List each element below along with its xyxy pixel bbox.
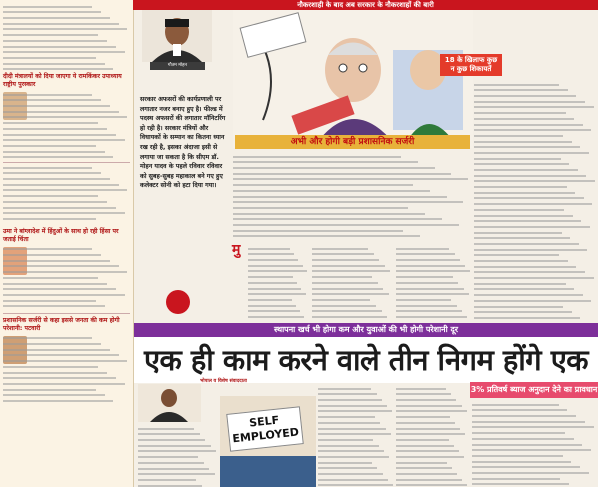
text-line (233, 167, 435, 169)
text-line (138, 479, 196, 481)
text-line (312, 299, 370, 301)
text-line (3, 28, 127, 30)
text-line (312, 293, 389, 295)
text-line (233, 207, 408, 209)
text-line (3, 40, 107, 42)
text-line (3, 34, 98, 36)
text-line (3, 389, 96, 391)
cartoon-illustration (233, 10, 473, 148)
text-line (396, 416, 450, 418)
text-line (474, 249, 587, 251)
text-line (396, 399, 456, 401)
text-line (474, 215, 573, 217)
body-column-1 (248, 244, 308, 322)
text-line (233, 213, 425, 215)
text-line (3, 283, 107, 285)
text-line (233, 201, 463, 203)
headline: एक ही काम करने वाले तीन निगम होंगे एक (134, 337, 598, 383)
text-line (396, 288, 464, 290)
left-news-column (0, 0, 134, 487)
text-line (474, 306, 563, 308)
text-line (3, 400, 113, 402)
text-line (138, 456, 198, 458)
lower-column-2 (318, 384, 394, 487)
intro-text (233, 152, 473, 240)
text-line (396, 422, 455, 424)
text-line (318, 445, 379, 447)
sidebar-head-3: प्रशासनिक सर्जरी से कहा इससे जनता की कम होगी परेशानी: पटवारी (3, 316, 120, 332)
text-line (3, 288, 116, 290)
portrait-caption: गौतम मोहन (150, 62, 205, 70)
text-line (3, 122, 98, 124)
text-line (312, 316, 387, 318)
text-line (3, 354, 119, 356)
text-line (3, 366, 98, 368)
text-line (472, 404, 559, 406)
text-line (312, 310, 382, 312)
text-line (474, 135, 563, 137)
text-line (396, 467, 452, 469)
text-line (312, 259, 379, 261)
text-line (396, 456, 464, 458)
text-line (396, 248, 449, 250)
text-line (3, 254, 101, 256)
text-line (233, 224, 459, 226)
text-line (3, 277, 98, 279)
right-text-column (474, 80, 596, 320)
text-line (3, 6, 92, 8)
lower-column-3 (396, 384, 468, 487)
text-line (474, 186, 567, 188)
text-line (474, 271, 585, 273)
cartoon-caption: अभी और होगी बड़ी प्रशासनिक सर्जरी (235, 135, 470, 149)
text-line (474, 192, 575, 194)
text-line (138, 439, 205, 441)
text-line (396, 393, 451, 395)
text-line (474, 237, 570, 239)
text-line (3, 343, 101, 345)
text-line (3, 134, 116, 136)
text-line (248, 276, 293, 278)
sub-headline: स्थापना खर्च भी होगा कम और युवाओं की भी होगी परेशानी दूर (134, 323, 598, 337)
text-line (474, 260, 568, 262)
text-line (396, 265, 465, 267)
sidebar-story-2 (0, 245, 133, 311)
text-line (318, 473, 383, 475)
text-line (472, 421, 585, 423)
text-line (396, 293, 469, 295)
text-line (3, 99, 101, 101)
text-line (3, 68, 113, 70)
text-line (472, 472, 589, 474)
self-employed-card (226, 406, 304, 452)
text-line (233, 178, 468, 180)
text-line (3, 207, 116, 209)
text-line (3, 248, 92, 250)
top-banner: नौकरशाही के बाद अब सरकार के नौकरशाहों की बारी (133, 0, 598, 10)
text-line (248, 305, 296, 307)
text-line (3, 184, 119, 186)
text-line (233, 190, 430, 192)
drop-cap: मु (232, 242, 241, 258)
text-line (138, 468, 209, 470)
text-line (3, 271, 127, 273)
text-line (474, 146, 580, 148)
text-line (474, 163, 569, 165)
text-line (318, 433, 391, 435)
text-line (474, 277, 594, 279)
text-line (474, 112, 566, 114)
text-line (248, 299, 292, 301)
text-line (3, 139, 125, 141)
left-text-block-2 (0, 167, 133, 227)
text-line (3, 145, 96, 147)
text-line (138, 450, 216, 452)
portrait-image (142, 10, 212, 62)
text-line (3, 265, 119, 267)
text-line (472, 432, 565, 434)
text-line (396, 405, 462, 407)
text-line (318, 388, 371, 390)
text-line (3, 111, 119, 113)
text-line (396, 282, 458, 284)
text-line (318, 479, 388, 481)
text-line (474, 300, 591, 302)
text-line (396, 253, 455, 255)
text-line (138, 485, 202, 487)
text-line (396, 439, 449, 441)
text-line (233, 218, 442, 220)
text-line (138, 433, 200, 435)
text-line (318, 439, 373, 441)
text-line (396, 450, 459, 452)
text-line (312, 288, 383, 290)
sidebar-head-1: दीदी मंत्रालयों को दिया जाएगा ये रामकिंकर उपाध्याय राष्ट्रीय पुरस्कार (3, 73, 122, 88)
text-line (248, 282, 297, 284)
text-line (312, 270, 390, 272)
text-line (474, 311, 572, 313)
text-line (472, 483, 569, 485)
text-line (474, 220, 581, 222)
text-line (474, 106, 594, 108)
text-line (472, 438, 574, 440)
self-employed-photo (220, 396, 316, 487)
text-line (318, 399, 382, 401)
text-line (474, 124, 583, 126)
text-line (472, 409, 567, 411)
text-line (396, 410, 467, 412)
text-line (312, 305, 376, 307)
text-line (3, 360, 127, 362)
text-line (474, 129, 591, 131)
byline: भोपाल व विशेष संवाददाता (200, 379, 247, 384)
text-line (3, 372, 107, 374)
text-line (3, 23, 119, 25)
text-line (248, 253, 294, 255)
text-line (3, 212, 125, 214)
text-line (396, 479, 462, 481)
pull-quote: सरकार अफसरों की कार्यप्रणाली पर लगातार नजर बनाए हुए है। फील्ड में पदस्थ अफसरों की लगातार मॉनिटरिंग हो रही है। सरकार मंत्रियों और विधायकों के सम्मान का कितना ध्यान रख रही है, इसका अंदाजा इसी से लगाया जा सकता है कि सीएम डॉ. मोहन यादव के पहले रविवार रविवार को सुबह-सुबह महाकाल बने गए हुए कलेक्टर सोनी को हटा दिया गया। (140, 96, 226, 190)
text-line (233, 235, 420, 237)
laptop (220, 456, 316, 487)
text-line (3, 394, 105, 396)
text-line (3, 105, 110, 107)
text-line (474, 169, 578, 171)
text-line (233, 161, 418, 163)
text-line (3, 156, 113, 158)
text-line (474, 283, 566, 285)
text-line (318, 410, 392, 412)
text-line (248, 293, 306, 295)
text-line (3, 57, 96, 59)
text-line (3, 46, 116, 48)
text-line (233, 196, 447, 198)
text-line (474, 254, 559, 256)
text-line (233, 173, 451, 175)
text-line (248, 270, 307, 272)
text-line (318, 450, 384, 452)
text-line (474, 203, 592, 205)
text-line (474, 317, 580, 319)
text-line (474, 118, 574, 120)
text-line (396, 259, 460, 261)
text-line (318, 484, 393, 486)
text-line (138, 445, 211, 447)
text-line (396, 270, 470, 272)
text-line (396, 276, 453, 278)
text-line (396, 433, 465, 435)
text-line (138, 473, 215, 475)
text-line (318, 428, 386, 430)
text-line (474, 209, 564, 211)
text-line (474, 226, 590, 228)
divider (3, 162, 130, 163)
text-line (472, 478, 560, 480)
text-line (472, 455, 563, 457)
text-line (312, 265, 385, 267)
text-line (248, 316, 304, 318)
text-line (472, 461, 571, 463)
text-line (474, 266, 576, 268)
text-line (248, 265, 303, 267)
text-line (3, 377, 116, 379)
text-line (3, 195, 98, 197)
text-line (396, 445, 454, 447)
text-line (474, 175, 586, 177)
text-line (3, 349, 110, 351)
text-line (233, 184, 413, 186)
lower-column-1 (138, 424, 218, 487)
text-line (318, 416, 375, 418)
text-line (3, 94, 92, 96)
text-line (318, 393, 377, 395)
sidebar-story-1 (0, 90, 133, 160)
text-line (474, 197, 584, 199)
text-line (3, 383, 125, 385)
text-line (474, 95, 576, 97)
status-badge: 18 के खिलाफ कुछ न कुछ शिकायतें (440, 54, 502, 76)
text-line (474, 84, 559, 86)
text-line (396, 462, 447, 464)
sidebar-head-2: उमा ने बांग्लादेश में हिंदुओं के साथ हो रही हिंसा पर जताई चिंता (3, 227, 119, 243)
text-line (3, 300, 96, 302)
text-line (138, 428, 194, 430)
text-line (312, 282, 378, 284)
text-line (396, 316, 467, 318)
text-line (3, 128, 107, 130)
text-line (396, 388, 446, 390)
text-line (474, 89, 568, 91)
text-line (318, 462, 372, 464)
text-line (3, 337, 92, 339)
text-line (248, 310, 300, 312)
text-line (472, 444, 582, 446)
text-line (318, 422, 380, 424)
text-line (472, 415, 576, 417)
text-line (474, 152, 589, 154)
text-line (312, 248, 368, 250)
pink-tag: 3% प्रतिवर्ष ब्याज अनुदान देने का प्रावधान (470, 382, 598, 398)
text-line (248, 288, 301, 290)
text-line (474, 288, 574, 290)
text-line (233, 156, 401, 158)
text-line (474, 294, 583, 296)
body-column-2 (312, 244, 392, 322)
text-line (472, 466, 580, 468)
card-line-2: EMPLOYED (231, 425, 300, 446)
text-line (3, 189, 127, 191)
text-line (3, 63, 105, 65)
text-line (396, 484, 467, 486)
text-line (396, 473, 457, 475)
quote-icon (166, 290, 190, 314)
text-line (474, 180, 595, 182)
text-line (3, 172, 101, 174)
text-line (396, 299, 451, 301)
text-line (396, 305, 457, 307)
text-line (474, 232, 562, 234)
text-line (3, 178, 110, 180)
text-line (472, 449, 591, 451)
text-line (233, 230, 403, 232)
text-line (138, 462, 204, 464)
text-line (3, 51, 125, 53)
text-line (3, 17, 110, 19)
text-line (474, 158, 561, 160)
text-line (318, 405, 387, 407)
text-line (3, 151, 105, 153)
text-line (3, 294, 125, 296)
reporter-photo (138, 384, 201, 422)
body-column-3 (396, 244, 472, 322)
text-line (312, 276, 372, 278)
text-line (248, 248, 290, 250)
text-line (312, 253, 374, 255)
left-text-block-1 (0, 0, 133, 72)
text-line (396, 428, 460, 430)
text-line (318, 456, 389, 458)
divider (3, 313, 130, 314)
text-line (3, 305, 105, 307)
text-line (472, 426, 594, 428)
text-line (3, 11, 101, 13)
text-line (3, 201, 107, 203)
card-line-1: SELF (248, 413, 280, 430)
sidebar-story-3 (0, 334, 133, 404)
text-line (474, 141, 572, 143)
text-line (318, 467, 377, 469)
text-line (3, 116, 127, 118)
text-line (396, 310, 462, 312)
lower-column-4 (472, 400, 596, 487)
text-line (3, 218, 96, 220)
text-line (474, 101, 585, 103)
text-line (248, 259, 298, 261)
text-line (3, 167, 92, 169)
text-line (3, 260, 110, 262)
text-line (474, 243, 579, 245)
